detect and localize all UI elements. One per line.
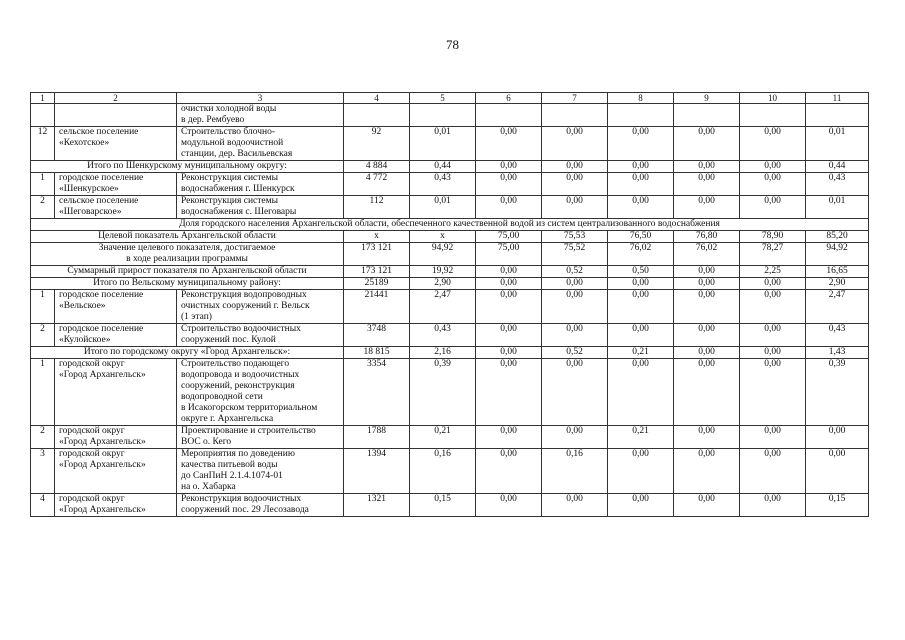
value-cell: 0,00 bbox=[608, 196, 674, 219]
value-cell: 75,00 bbox=[476, 243, 542, 266]
value-cell: 0,01 bbox=[410, 196, 476, 219]
value-cell: 4 884 bbox=[344, 161, 410, 173]
value-cell: 78,27 bbox=[740, 243, 806, 266]
table-row bbox=[31, 290, 869, 324]
value-cell: 0,21 bbox=[608, 347, 674, 359]
table-row bbox=[31, 173, 869, 196]
value-cell: 0,52 bbox=[542, 266, 608, 278]
value-cell: х bbox=[410, 231, 476, 243]
table-row bbox=[31, 449, 869, 494]
activity-cell: Проектирование и строительство ВОС о. Кего bbox=[177, 426, 344, 449]
value-cell: 1788 bbox=[344, 426, 410, 449]
value-cell: 0,43 bbox=[806, 324, 869, 347]
value-cell: 0,00 bbox=[740, 290, 806, 324]
value-cell: 0,43 bbox=[410, 324, 476, 347]
value-cell: 0,00 bbox=[476, 426, 542, 449]
value-cell: 92 bbox=[344, 127, 410, 161]
column-header-2: 2 bbox=[55, 93, 177, 104]
value-cell: 0,00 bbox=[542, 290, 608, 324]
activity-cell: Строительство подающего водопровода и водоочистных сооружений, реконструкция водопроводной сети в Исакогорском территориальном округе г. Архангельска bbox=[177, 359, 344, 426]
value-cell bbox=[542, 104, 608, 127]
value-cell: 0,00 bbox=[740, 449, 806, 494]
table-row bbox=[31, 359, 869, 426]
row-number: 3 bbox=[31, 449, 55, 494]
value-cell: 0,00 bbox=[674, 359, 740, 426]
value-cell bbox=[410, 104, 476, 127]
value-cell: 0,01 bbox=[806, 127, 869, 161]
value-cell: 0,00 bbox=[740, 324, 806, 347]
value-cell bbox=[674, 104, 740, 127]
value-cell: 0,00 bbox=[476, 127, 542, 161]
value-cell: 0,00 bbox=[542, 278, 608, 290]
column-header-9: 9 bbox=[674, 93, 740, 104]
row-number: 4 bbox=[31, 494, 55, 517]
value-cell: 2,16 bbox=[410, 347, 476, 359]
table-row bbox=[31, 426, 869, 449]
value-cell: 18 815 bbox=[344, 347, 410, 359]
value-cell: 0,00 bbox=[674, 173, 740, 196]
value-cell: 0,00 bbox=[740, 127, 806, 161]
value-cell: 76,50 bbox=[608, 231, 674, 243]
value-cell: 0,00 bbox=[674, 324, 740, 347]
column-header-1: 1 bbox=[31, 93, 55, 104]
value-cell bbox=[476, 104, 542, 127]
total-label: Итого по Вельскому муниципальному району: bbox=[31, 278, 344, 290]
value-cell: 0,00 bbox=[542, 426, 608, 449]
activity-cell: Реконструкция водопроводных очистных сооружений г. Вельск (1 этап) bbox=[177, 290, 344, 324]
column-header-5: 5 bbox=[410, 93, 476, 104]
value-cell: 0,00 bbox=[476, 449, 542, 494]
value-cell: 0,16 bbox=[542, 449, 608, 494]
value-cell: 0,43 bbox=[806, 173, 869, 196]
value-cell: 0,00 bbox=[740, 347, 806, 359]
row-number: 1 bbox=[31, 173, 55, 196]
column-header-4: 4 bbox=[344, 93, 410, 104]
value-cell: 0,00 bbox=[740, 278, 806, 290]
value-cell: 0,00 bbox=[740, 161, 806, 173]
total-row bbox=[31, 278, 869, 290]
page-number: 78 bbox=[446, 37, 459, 52]
value-cell: 2,25 bbox=[740, 266, 806, 278]
value-cell: 0,00 bbox=[608, 173, 674, 196]
row-number: 2 bbox=[31, 196, 55, 219]
municipality-cell: сельское поселение «Кехотское» bbox=[55, 127, 177, 161]
activity-cell: Строительство блочно- модульной водоочистной станции, дер. Васильевская bbox=[177, 127, 344, 161]
value-cell: 75,53 bbox=[542, 231, 608, 243]
row-number: 2 bbox=[31, 426, 55, 449]
municipality-cell: городской округ «Город Архангельск» bbox=[55, 449, 177, 494]
value-cell: 0,00 bbox=[542, 324, 608, 347]
activity-cell: Реконструкция водоочистных сооружений пос. 29 Лесозавода bbox=[177, 494, 344, 517]
value-cell: 1394 bbox=[344, 449, 410, 494]
municipality-cell: городской округ «Город Архангельск» bbox=[55, 426, 177, 449]
row-number: 1 bbox=[31, 290, 55, 324]
value-cell: 94,92 bbox=[806, 243, 869, 266]
value-cell: 0,00 bbox=[674, 161, 740, 173]
value-cell: 0,00 bbox=[674, 196, 740, 219]
value-cell: 173 121 bbox=[344, 266, 410, 278]
header-row bbox=[31, 93, 869, 104]
value-cell: 0,00 bbox=[740, 196, 806, 219]
value-cell bbox=[608, 104, 674, 127]
value-cell: 2,90 bbox=[806, 278, 869, 290]
value-cell: 2,47 bbox=[410, 290, 476, 324]
total-row bbox=[31, 161, 869, 173]
value-cell: 0,00 bbox=[806, 449, 869, 494]
total-row bbox=[31, 231, 869, 243]
value-cell: 0,01 bbox=[806, 196, 869, 219]
value-cell: 0,00 bbox=[608, 290, 674, 324]
column-header-6: 6 bbox=[476, 93, 542, 104]
total-row bbox=[31, 243, 869, 266]
total-label: Целевой показатель Архангельской области bbox=[31, 231, 344, 243]
value-cell: 0,00 bbox=[476, 266, 542, 278]
column-header-11: 11 bbox=[806, 93, 869, 104]
value-cell: 75,52 bbox=[542, 243, 608, 266]
column-header-8: 8 bbox=[608, 93, 674, 104]
municipality-cell bbox=[55, 104, 177, 127]
value-cell: 78,90 bbox=[740, 231, 806, 243]
value-cell: 19,92 bbox=[410, 266, 476, 278]
value-cell: 0,00 bbox=[542, 494, 608, 517]
value-cell: 0,16 bbox=[410, 449, 476, 494]
total-label: Значение целевого показателя, достигаемое в ходе реализации программы bbox=[31, 243, 344, 266]
value-cell: 0,44 bbox=[806, 161, 869, 173]
row-number: 2 bbox=[31, 324, 55, 347]
row-number: 12 bbox=[31, 127, 55, 161]
value-cell: 0,00 bbox=[476, 494, 542, 517]
value-cell: 3748 bbox=[344, 324, 410, 347]
value-cell bbox=[740, 104, 806, 127]
value-cell: 76,80 bbox=[674, 231, 740, 243]
value-cell: 2,47 bbox=[806, 290, 869, 324]
activity-cell: очистки холодной воды в дер. Рембуево bbox=[177, 104, 344, 127]
value-cell: 0,52 bbox=[542, 347, 608, 359]
value-cell: 76,02 bbox=[608, 243, 674, 266]
value-cell: 0,00 bbox=[608, 324, 674, 347]
value-cell: 0,44 bbox=[410, 161, 476, 173]
value-cell: 0,00 bbox=[608, 161, 674, 173]
value-cell: 0,15 bbox=[410, 494, 476, 517]
value-cell: 1321 bbox=[344, 494, 410, 517]
section-row bbox=[31, 219, 869, 231]
value-cell: х bbox=[344, 231, 410, 243]
value-cell bbox=[344, 104, 410, 127]
value-cell: 0,00 bbox=[674, 266, 740, 278]
column-header-3: 3 bbox=[177, 93, 344, 104]
municipality-cell: сельское поселение «Шеговарское» bbox=[55, 196, 177, 219]
total-label: Итого по Шенкурскому муниципальному округу: bbox=[31, 161, 344, 173]
municipality-cell: городское поселение «Шенкурское» bbox=[55, 173, 177, 196]
value-cell: 0,00 bbox=[476, 347, 542, 359]
value-cell: 85,20 bbox=[806, 231, 869, 243]
value-cell: 0,00 bbox=[476, 278, 542, 290]
value-cell: 0,00 bbox=[740, 359, 806, 426]
value-cell: 0,00 bbox=[608, 449, 674, 494]
value-cell: 173 121 bbox=[344, 243, 410, 266]
value-cell: 0,00 bbox=[740, 494, 806, 517]
value-cell: 0,00 bbox=[476, 359, 542, 426]
value-cell: 1,43 bbox=[806, 347, 869, 359]
value-cell: 0,00 bbox=[806, 426, 869, 449]
value-cell: 0,50 bbox=[608, 266, 674, 278]
value-cell: 0,00 bbox=[674, 347, 740, 359]
value-cell: 2,90 bbox=[410, 278, 476, 290]
table-row bbox=[31, 127, 869, 161]
activity-cell: Реконструкция системы водоснабжения с. Шеговары bbox=[177, 196, 344, 219]
value-cell: 0,00 bbox=[608, 278, 674, 290]
value-cell: 0,00 bbox=[476, 290, 542, 324]
value-cell: 0,00 bbox=[674, 426, 740, 449]
value-cell: 0,21 bbox=[608, 426, 674, 449]
value-cell: 0,00 bbox=[674, 127, 740, 161]
value-cell: 3354 bbox=[344, 359, 410, 426]
data-table bbox=[30, 92, 869, 517]
value-cell: 25189 bbox=[344, 278, 410, 290]
value-cell: 0,00 bbox=[542, 161, 608, 173]
column-header-7: 7 bbox=[542, 93, 608, 104]
value-cell: 4 772 bbox=[344, 173, 410, 196]
value-cell: 0,00 bbox=[542, 359, 608, 426]
value-cell: 0,00 bbox=[542, 196, 608, 219]
value-cell: 112 bbox=[344, 196, 410, 219]
value-cell: 0,01 bbox=[410, 127, 476, 161]
value-cell: 0,00 bbox=[476, 324, 542, 347]
value-cell: 0,00 bbox=[674, 290, 740, 324]
value-cell: 0,00 bbox=[674, 278, 740, 290]
total-row bbox=[31, 347, 869, 359]
row-number: 1 bbox=[31, 359, 55, 426]
value-cell: 0,00 bbox=[542, 127, 608, 161]
value-cell: 76,02 bbox=[674, 243, 740, 266]
value-cell: 0,00 bbox=[476, 161, 542, 173]
table-row bbox=[31, 494, 869, 517]
total-label: Итого по городскому округу «Город Архангельск»: bbox=[31, 347, 344, 359]
value-cell: 0,21 bbox=[410, 426, 476, 449]
table-row bbox=[31, 196, 869, 219]
value-cell: 0,15 bbox=[806, 494, 869, 517]
column-header-10: 10 bbox=[740, 93, 806, 104]
value-cell: 0,00 bbox=[476, 196, 542, 219]
row-number bbox=[31, 104, 55, 127]
value-cell: 0,00 bbox=[674, 494, 740, 517]
municipality-cell: городской округ «Город Архангельск» bbox=[55, 494, 177, 517]
total-label: Суммарный прирост показателя по Архангельской области bbox=[31, 266, 344, 278]
value-cell: 0,00 bbox=[608, 127, 674, 161]
value-cell: 0,39 bbox=[806, 359, 869, 426]
value-cell bbox=[806, 104, 869, 127]
value-cell: 0,00 bbox=[740, 173, 806, 196]
value-cell: 0,00 bbox=[608, 359, 674, 426]
table-row bbox=[31, 324, 869, 347]
section-title: Доля городского населения Архангельской области, обеспеченного качественной водой из систем централизованного водоснабжения bbox=[31, 219, 869, 231]
value-cell: 0,00 bbox=[476, 173, 542, 196]
value-cell: 0,39 bbox=[410, 359, 476, 426]
table-row bbox=[31, 104, 869, 127]
activity-cell: Реконструкция системы водоснабжения г. Шенкурск bbox=[177, 173, 344, 196]
municipality-cell: городское поселение «Кулойское» bbox=[55, 324, 177, 347]
value-cell: 0,00 bbox=[542, 173, 608, 196]
value-cell: 0,00 bbox=[674, 449, 740, 494]
value-cell: 0,00 bbox=[740, 426, 806, 449]
value-cell: 75,00 bbox=[476, 231, 542, 243]
total-row bbox=[31, 266, 869, 278]
municipality-cell: городской округ «Город Архангельск» bbox=[55, 359, 177, 426]
activity-cell: Строительство водоочистных сооружений пос. Кулой bbox=[177, 324, 344, 347]
municipality-cell: городское поселение «Вельское» bbox=[55, 290, 177, 324]
activity-cell: Мероприятия по доведению качества питьевой воды до СанПиН 2.1.4.1074-01 на о. Хабарка bbox=[177, 449, 344, 494]
value-cell: 16,65 bbox=[806, 266, 869, 278]
value-cell: 0,00 bbox=[608, 494, 674, 517]
value-cell: 94,92 bbox=[410, 243, 476, 266]
value-cell: 21441 bbox=[344, 290, 410, 324]
value-cell: 0,43 bbox=[410, 173, 476, 196]
